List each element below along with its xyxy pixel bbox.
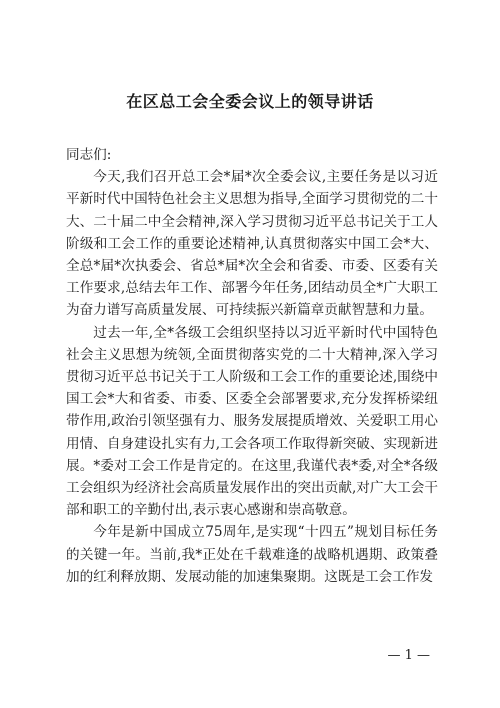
document-body bbox=[66, 144, 438, 588]
greeting: 同志们: bbox=[66, 147, 112, 163]
document-title: 在区总工会全委会议上的领导讲话 bbox=[126, 92, 374, 111]
paragraph-2: 过去一年,全*各级工会组织坚持以习近平新时代中国特色社会主义思想为统领,全面贯彻落实党的二十大精神,深入学习贯彻习近平总书记关于工人阶级和工会工作的重要论述,围绕中国工会*大和省委、市委、区委全会部署要求,充分发挥桥梁纽带作用,政治引领坚强有力、服务发展提质增效、关爱职工用心用情、自身建设扎实有力,工会各项工作取得新突破、实现新进展。*委对工会工作是肯定的。在这里,我谨代表*委,对全*各级工会组织为经济社会高质量发展作出的突出贡献,对广大工会干部和职工的辛勤付出,表示衷心感谢和崇高敬意。 bbox=[66, 324, 438, 519]
paragraph-3: 今年是新中国成立75周年,是实现“十四五”规划目标任务的关键一年。当前,我*正处在千载难逢的战略机遇期、政策叠加的红利释放期、发展动能的加速集聚期。这既是工会工作发 bbox=[66, 524, 438, 585]
page-number: — 1 — bbox=[387, 648, 430, 663]
paragraph-1: 今天,我们召开总工会*届*次全委会议,主要任务是以习近平新时代中国特色社会主义思想为指导,全面学习贯彻党的二十大、二十届二中全会精神,深入学习贯彻习近平总书记关于工人阶级和工会工作的重要论述精神,认真贯彻落实中国工会*大、全总*届*次执委会、省总*届*次全会和省委、市委、区委有关工作要求,总结去年工作、部署今年任务,团结动员全*广大职工为奋力谱写高质量发展、可持续振兴新篇章贡献智慧和力量。 bbox=[66, 169, 438, 319]
